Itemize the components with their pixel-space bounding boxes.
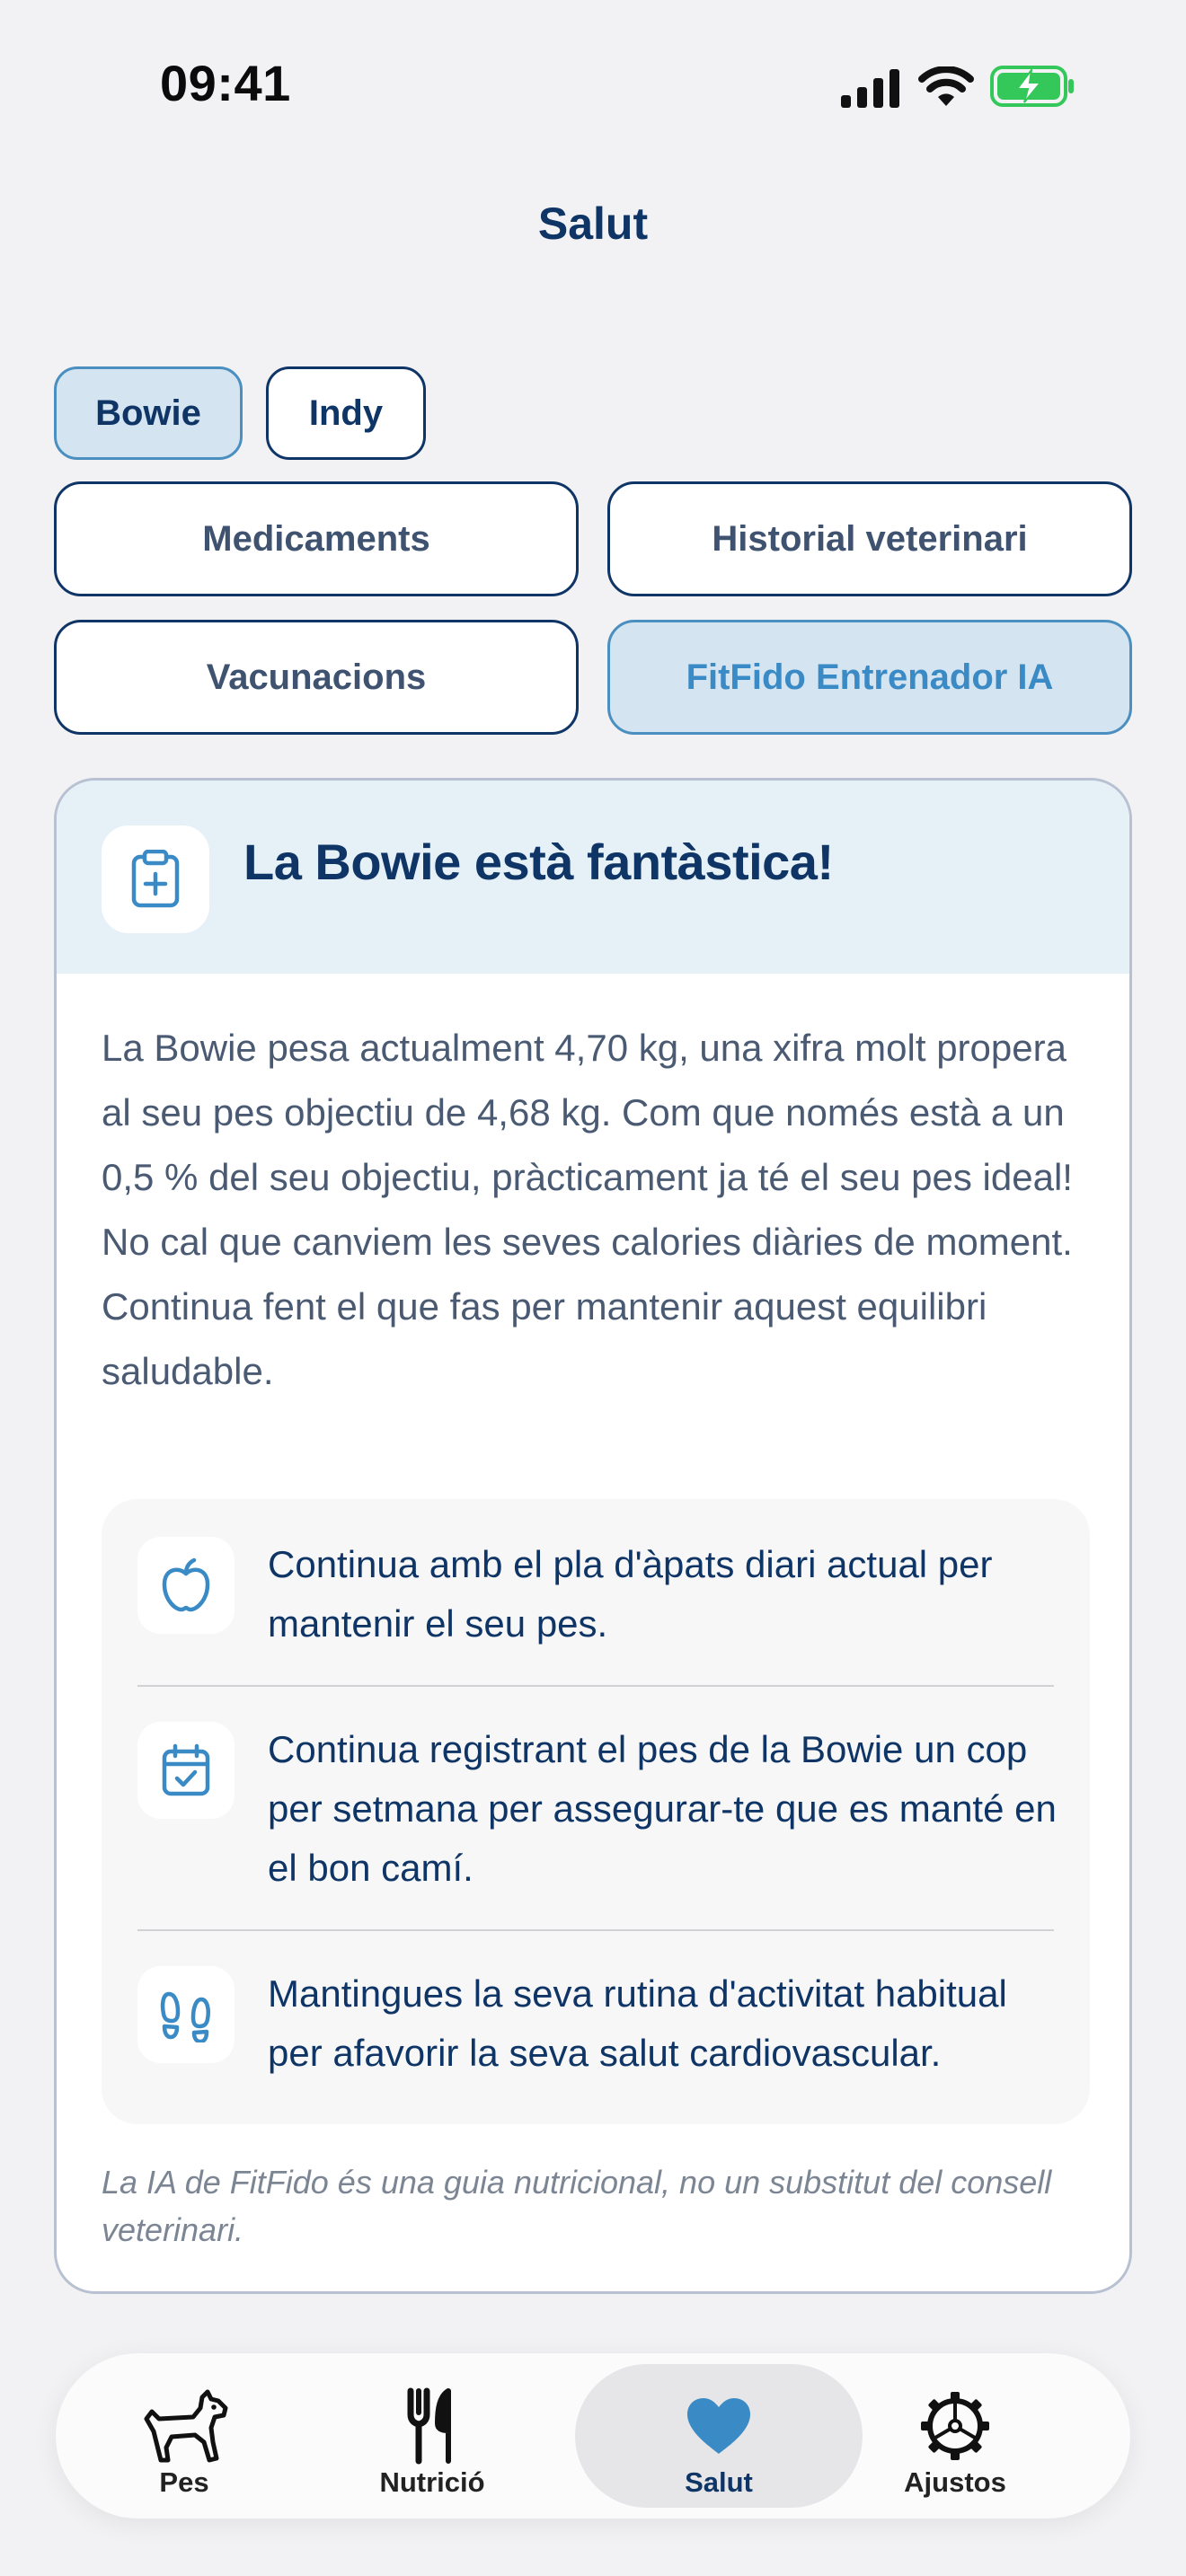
tab-settings[interactable] — [857, 2364, 1053, 2508]
list-item — [137, 1966, 1054, 2085]
gear-icon — [919, 2387, 991, 2465]
page-title: Salut — [537, 198, 649, 249]
dog-icon — [139, 2387, 229, 2465]
pet-chip-bowie[interactable]: Bowie — [54, 366, 243, 460]
tab-nutrition[interactable] — [334, 2364, 530, 2508]
tip-text: Continua registrant el pes de la Bowie un cop per setmana per assegurar-te que es manté en el bon camí. — [268, 1728, 1057, 1889]
status-bar — [0, 0, 1186, 171]
tab-bar — [56, 2353, 1130, 2519]
clipboard-plus-icon — [102, 825, 209, 933]
tab-label: Pes — [159, 2466, 209, 2498]
medications-button[interactable]: Medicaments — [54, 481, 579, 596]
pet-chip-indy[interactable]: Indy — [266, 366, 426, 460]
coach-summary: La Bowie pesa actualment 4,70 kg, una xifra molt propera al seu pes objectiu de 4,68 kg. Com que només està a un 0,5 % del seu objectiu, pràcticament ja té el seu pes ideal! No cal que canviem les seves calories diàries de moment. Continua fent el que fas per mantenir aquest equilibri saludable. — [102, 1027, 1073, 1392]
signal-icon — [839, 68, 902, 108]
tab-weight[interactable] — [86, 2364, 282, 2508]
coach-title: La Bowie està fantàstica! — [243, 834, 834, 890]
vet-history-button[interactable]: Historial veterinari — [607, 481, 1132, 596]
divider — [137, 1929, 1054, 1931]
ai-coach-button[interactable]: FitFido Entrenador IA — [607, 620, 1132, 735]
tip-text: Mantingues la seva rutina d'activitat habitual per afavorir la seva salut cardiovascular. — [268, 1972, 1007, 2074]
tab-label: Ajustos — [904, 2466, 1006, 2498]
heart-icon — [686, 2387, 752, 2465]
tab-label: Salut — [685, 2466, 753, 2498]
tips-list — [102, 1499, 1090, 2124]
list-item — [137, 1722, 1057, 1900]
coach-card-header — [57, 781, 1129, 974]
vaccinations-button[interactable]: Vacunacions — [54, 620, 579, 735]
apple-icon — [137, 1537, 235, 1634]
list-item — [137, 1537, 1054, 1655]
tab-health[interactable] — [575, 2364, 863, 2508]
ai-coach-card — [54, 778, 1132, 2294]
tab-label: Nutrició — [379, 2466, 485, 2498]
battery-icon — [990, 65, 1076, 108]
wifi-icon — [918, 66, 974, 108]
ai-disclaimer: La IA de FitFido és una guia nutricional, no un substitut del consell veterinari. — [102, 2164, 1052, 2248]
calendar-check-icon — [137, 1722, 235, 1819]
tip-text: Continua amb el pla d'àpats diari actual per mantenir el seu pes. — [268, 1543, 993, 1645]
fork-knife-icon — [405, 2387, 459, 2465]
divider — [137, 1685, 1054, 1687]
status-time: 09:41 — [160, 55, 291, 111]
footprints-icon — [137, 1966, 235, 2063]
